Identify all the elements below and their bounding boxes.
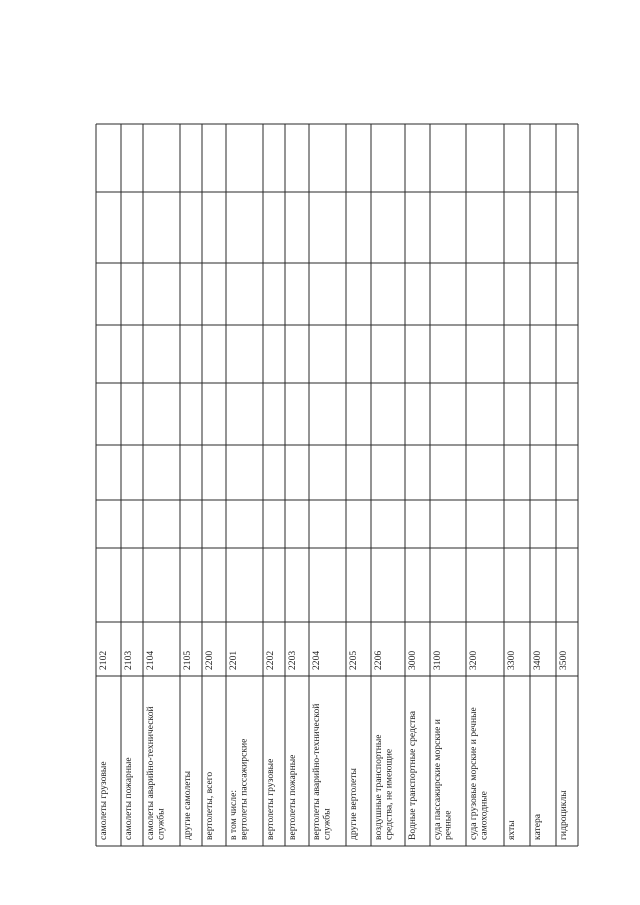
row-label: вертолеты пассажирские: [238, 738, 250, 840]
row-code: 2203: [287, 650, 298, 670]
row-label: в том числе:: [228, 789, 239, 840]
row-code: 3100: [432, 650, 443, 670]
row-label: Водные транспортные средства: [407, 710, 418, 840]
row-label: другие самолеты: [182, 770, 193, 840]
row-label: речные: [442, 810, 454, 840]
row-code: 2103: [123, 650, 134, 670]
row-label: средства, не имеющие: [383, 748, 395, 840]
row-label: вертолеты грузовые: [265, 758, 276, 840]
row-label: службы: [321, 808, 333, 840]
row-label: гидроциклы: [558, 790, 569, 840]
row-code: 3300: [506, 650, 517, 670]
row-label: самолеты аварийно-технической: [145, 706, 156, 840]
row-code: 3500: [558, 650, 569, 670]
row-code: 2206: [373, 650, 384, 670]
row-code: 2201: [228, 650, 239, 670]
row-label: вертолеты аварийно-технической: [311, 703, 322, 840]
table-cells: [98, 651, 569, 840]
row-label: катера: [532, 813, 543, 840]
row-label: вертолеты, всего: [204, 771, 215, 840]
row-label: службы: [155, 808, 167, 840]
row-code: 2102: [98, 650, 109, 670]
table-grid: [96, 124, 578, 846]
row-label: самолеты грузовые: [98, 761, 109, 840]
row-label: суда грузовые морские и речные: [468, 707, 479, 840]
row-label: суда пассажирские морские и: [432, 719, 443, 840]
row-code: 3000: [407, 650, 418, 670]
row-label: яхты: [506, 820, 517, 840]
row-label: самоходные: [478, 791, 490, 840]
row-label: воздушные транспортные: [373, 734, 384, 840]
row-code: 3400: [532, 650, 543, 670]
row-label: самолеты пожарные: [123, 757, 134, 840]
row-code: 2200: [204, 650, 215, 670]
row-code: 2104: [145, 650, 156, 670]
row-code: 2202: [265, 650, 276, 670]
row-code: 3200: [468, 650, 479, 670]
row-label: вертолеты пожарные: [287, 754, 298, 840]
row-code: 2204: [311, 650, 322, 670]
row-code: 2105: [182, 650, 193, 670]
row-code: 2205: [348, 650, 359, 670]
row-label: другие вертолеты: [348, 768, 359, 840]
